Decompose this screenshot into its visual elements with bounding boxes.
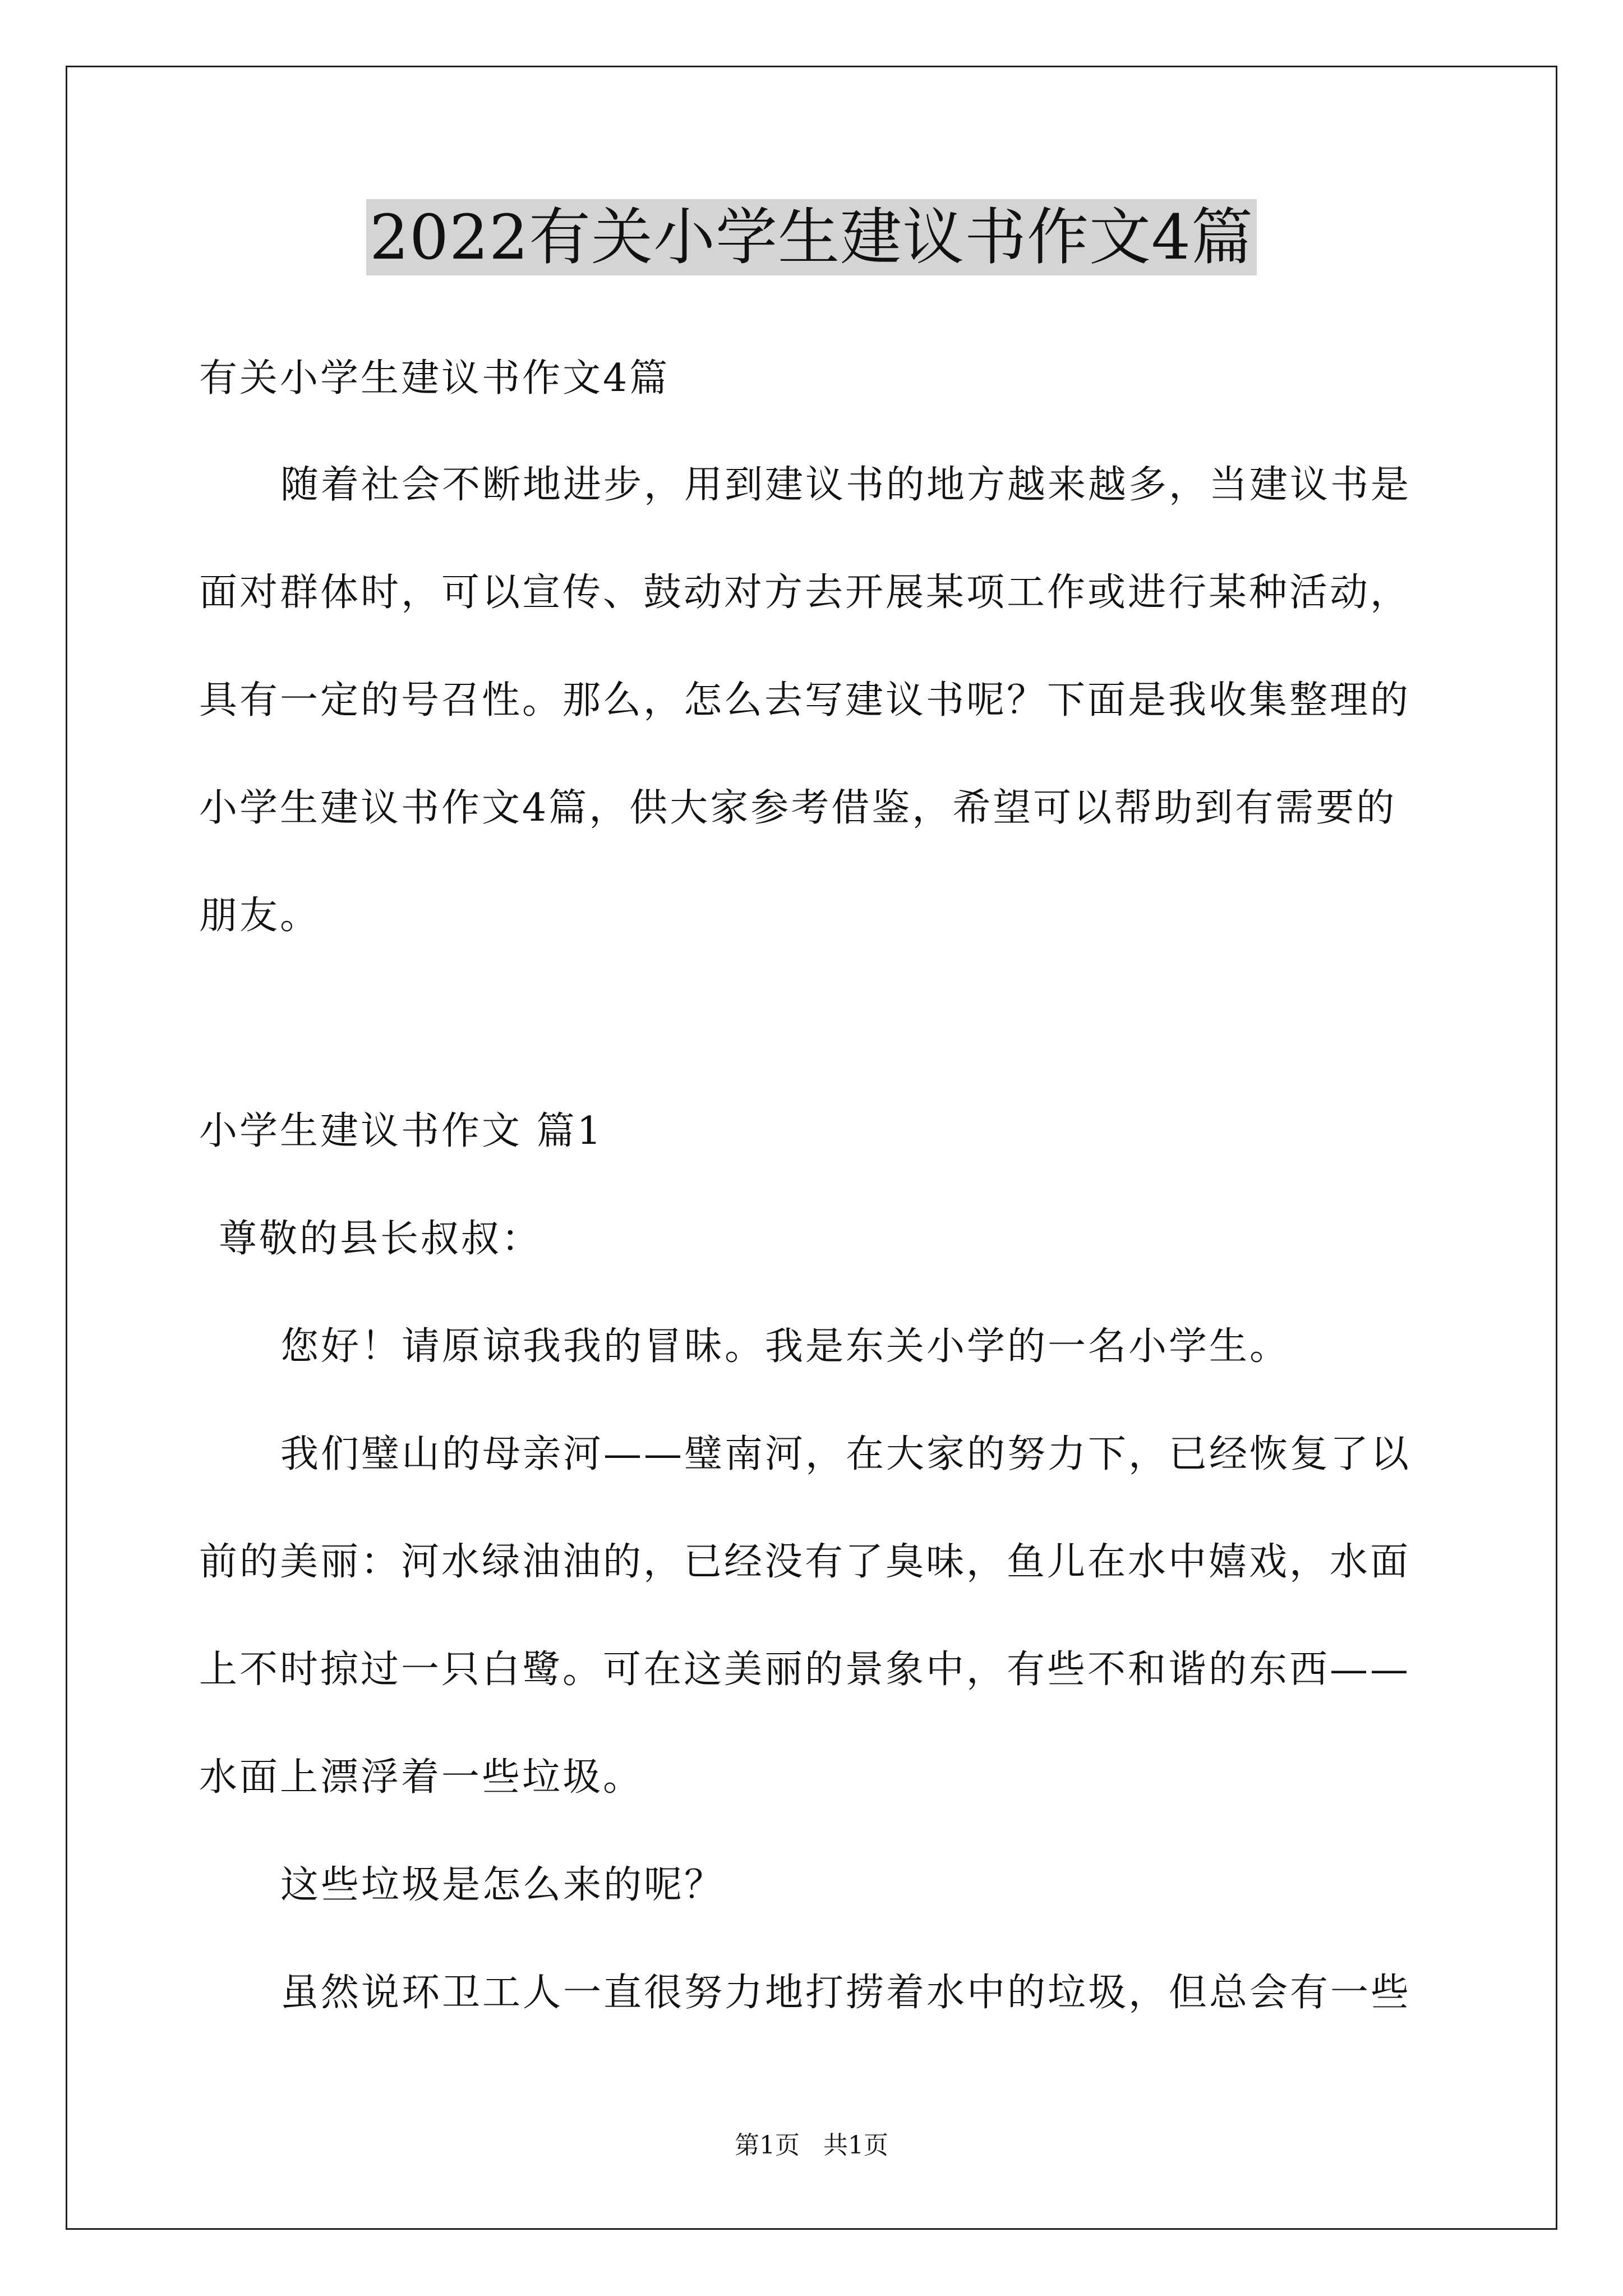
cleanup-paragraph-line-1: 虽然说环卫工人一直很努力地打捞着水中的垃圾，但总会有一些 [280, 1971, 1412, 2015]
river-paragraph-line-1: 我们璧山的母亲河——璧南河，在大家的努力下，已经恢复了以 [280, 1432, 1412, 1476]
greeting-paragraph: 您好！请原谅我我的冒昧。我是东关小学的一名小学生。 [280, 1324, 1290, 1369]
intro-paragraph-line-4: 小学生建议书作文4篇，供大家参考借鉴，希望可以帮助到有需要的 [199, 786, 1397, 830]
question-paragraph: 这些垃圾是怎么来的呢？ [280, 1863, 725, 1907]
river-paragraph-line-3: 上不时掠过一只白鹭。可在这美丽的景象中，有些不和谐的东西—— [199, 1648, 1411, 1692]
salutation: 尊敬的县长叔叔： [219, 1217, 542, 1261]
document-title: 2022有关小学生建议书作文4篇 [366, 199, 1257, 275]
intro-paragraph-line-3: 具有一定的号召性。那么，怎么去写建议书呢？下面是我收集整理的 [199, 678, 1411, 723]
intro-paragraph-line-5: 朋友。 [199, 894, 321, 938]
river-paragraph-line-2: 前的美丽：河水绿油油的，已经没有了臭味，鱼儿在水中嬉戏，水面 [199, 1540, 1411, 1584]
intro-paragraph-line-2: 面对群体时，可以宣传、鼓动对方去开展某项工作或进行某种活动， [199, 570, 1411, 615]
section-heading: 小学生建议书作文 篇1 [199, 1109, 603, 1153]
title-container [0, 199, 1623, 275]
river-paragraph-line-4: 水面上漂浮着一些垃圾。 [199, 1755, 644, 1800]
page-footer: 第1页 共1页 [735, 2131, 888, 2160]
intro-paragraph-line-1: 随着社会不断地进步，用到建议书的地方越来越多，当建议书是 [280, 463, 1412, 507]
subtitle: 有关小学生建议书作文4篇 [199, 356, 670, 401]
